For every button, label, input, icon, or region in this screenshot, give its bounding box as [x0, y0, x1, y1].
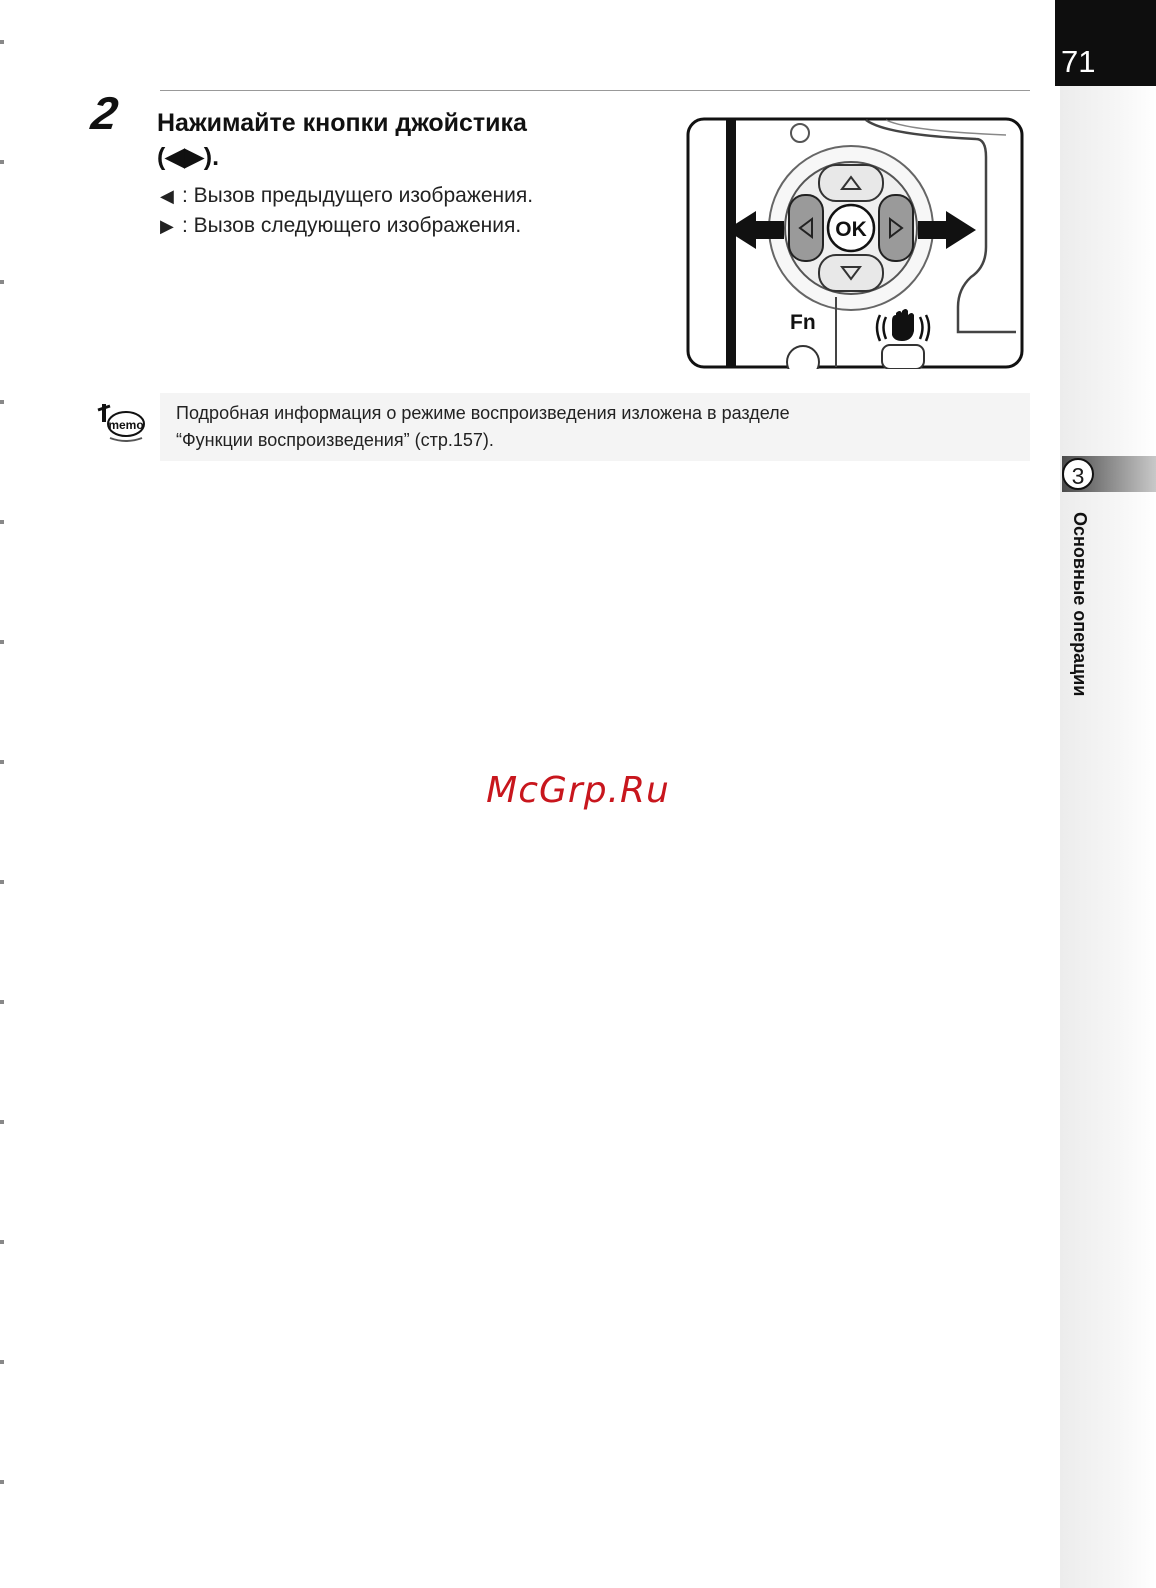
chapter-title: Основные операции — [1070, 512, 1090, 697]
joystick-illustration — [686, 117, 1024, 369]
page-number: 71 — [1061, 44, 1096, 79]
down-button — [819, 255, 883, 291]
step-heading — [157, 106, 637, 174]
step-heading-line-1: Нажимайте кнопки джойстика — [157, 109, 527, 137]
right-button — [879, 195, 913, 261]
left-arrow-icon: ◀ — [160, 186, 174, 206]
fn-label: Fn — [790, 311, 816, 334]
memo-line-2: “Функции воспроизведения” (стр.157). — [176, 430, 494, 450]
right-arrow-icon: ▶ — [160, 216, 174, 236]
section-divider — [160, 90, 1030, 91]
instruction-next — [160, 214, 521, 238]
memo-text — [176, 400, 1026, 454]
step-number: 2 — [88, 87, 122, 139]
svg-text:memo: memo — [108, 418, 144, 432]
fn-button — [787, 346, 819, 369]
up-button — [819, 165, 883, 201]
instruction-text: : Вызов следующего изображения. — [182, 214, 522, 237]
sr-button — [882, 345, 924, 369]
instruction-text: : Вызов предыдущего изображения. — [182, 184, 534, 207]
memo-line-1: Подробная информация о режиме воспроизведения изложена в разделе — [176, 403, 790, 423]
ok-label: OK — [835, 218, 867, 241]
camera-edge — [726, 120, 736, 366]
step-heading-line-2: (◀▶). — [157, 143, 220, 171]
page-number-tab — [1055, 0, 1156, 86]
watermark-text: McGrp.Ru — [486, 770, 670, 811]
memo-icon — [96, 400, 146, 444]
chapter-number: 3 — [1062, 458, 1094, 490]
instruction-previous — [160, 184, 533, 208]
left-button — [789, 195, 823, 261]
